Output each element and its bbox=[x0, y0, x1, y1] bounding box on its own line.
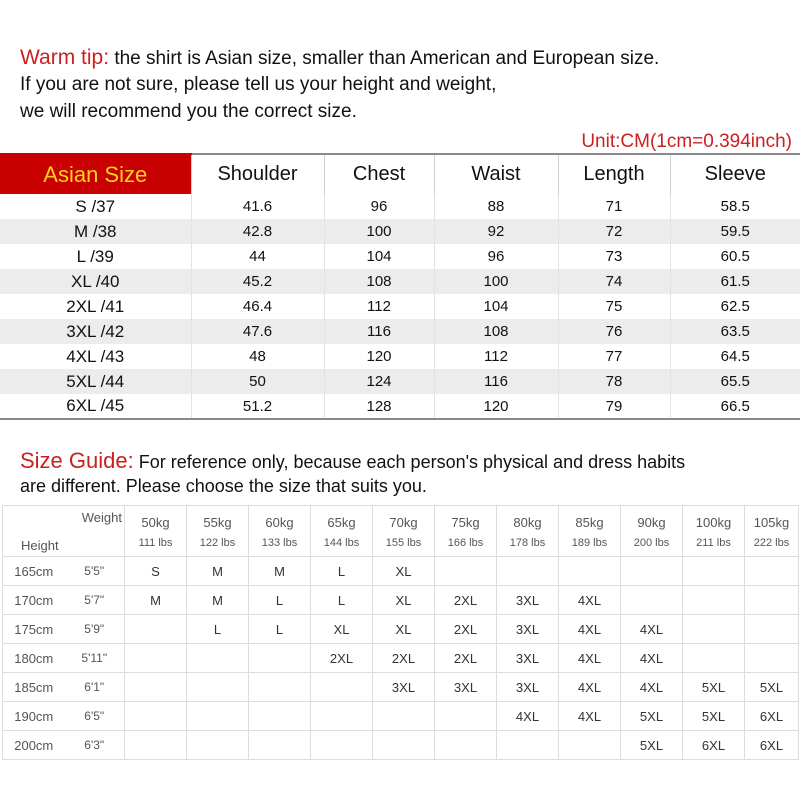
size-cell-length: 72 bbox=[558, 219, 670, 244]
weight-lbs: 222 lbs bbox=[745, 530, 799, 557]
size-cell-shoulder: 41.6 bbox=[191, 194, 324, 219]
weight-kg: 65kg bbox=[311, 506, 373, 530]
height-row bbox=[3, 702, 799, 731]
recommended-size-cell: 4XL bbox=[559, 586, 621, 615]
recommended-size-cell bbox=[745, 615, 799, 644]
size-cell-size: S /37 bbox=[0, 194, 191, 219]
recommended-size-cell bbox=[683, 586, 745, 615]
recommended-size-cell bbox=[745, 557, 799, 586]
recommended-size-cell: 4XL bbox=[559, 673, 621, 702]
recommended-size-cell bbox=[435, 731, 497, 760]
weight-kg: 105kg bbox=[745, 506, 799, 530]
height-ft: 5'7" bbox=[65, 586, 125, 615]
recommended-size-cell: 4XL bbox=[559, 644, 621, 673]
recommended-size-cell: L bbox=[311, 586, 373, 615]
weight-height-corner bbox=[3, 506, 125, 557]
recommended-size-cell: M bbox=[187, 586, 249, 615]
recommended-size-cell: 5XL bbox=[621, 702, 683, 731]
header-waist: Waist bbox=[434, 154, 558, 194]
header-length: Length bbox=[558, 154, 670, 194]
recommended-size-cell: 6XL bbox=[745, 731, 799, 760]
recommended-size-cell bbox=[187, 702, 249, 731]
size-table bbox=[0, 153, 800, 420]
weight-kg: 55kg bbox=[187, 506, 249, 530]
weight-lbs: 155 lbs bbox=[373, 530, 435, 557]
size-row bbox=[0, 319, 800, 344]
recommended-size-cell bbox=[187, 644, 249, 673]
height-cm: 200cm bbox=[3, 731, 65, 760]
size-cell-chest: 96 bbox=[324, 194, 434, 219]
size-cell-length: 75 bbox=[558, 294, 670, 319]
unit-note: Unit:CM(1cm=0.394inch) bbox=[581, 131, 792, 152]
recommended-size-cell bbox=[373, 731, 435, 760]
size-row bbox=[0, 219, 800, 244]
size-cell-shoulder: 51.2 bbox=[191, 394, 324, 419]
header-asian-size: Asian Size bbox=[0, 154, 191, 194]
height-ft: 6'3" bbox=[65, 731, 125, 760]
recommended-size-cell: 3XL bbox=[497, 673, 559, 702]
height-cm: 165cm bbox=[3, 557, 65, 586]
size-cell-chest: 104 bbox=[324, 244, 434, 269]
height-cm: 175cm bbox=[3, 615, 65, 644]
recommended-size-cell bbox=[621, 557, 683, 586]
recommended-size-cell: M bbox=[125, 586, 187, 615]
height-ft: 6'5" bbox=[65, 702, 125, 731]
weight-lbs: 189 lbs bbox=[559, 530, 621, 557]
header-shoulder: Shoulder bbox=[191, 154, 324, 194]
size-row bbox=[0, 194, 800, 219]
size-cell-chest: 108 bbox=[324, 269, 434, 294]
recommended-size-cell bbox=[311, 673, 373, 702]
weight-kg: 90kg bbox=[621, 506, 683, 530]
size-cell-sleeve: 66.5 bbox=[670, 394, 800, 419]
recommended-size-cell bbox=[125, 702, 187, 731]
size-cell-length: 79 bbox=[558, 394, 670, 419]
size-cell-waist: 92 bbox=[434, 219, 558, 244]
size-cell-sleeve: 64.5 bbox=[720, 348, 750, 365]
recommended-size-cell: 4XL bbox=[559, 702, 621, 731]
size-cell-waist: 112 bbox=[434, 344, 558, 369]
size-cell-chest: 124 bbox=[324, 369, 434, 394]
size-cell-shoulder: 47.6 bbox=[191, 319, 324, 344]
weight-kg: 100kg bbox=[683, 506, 745, 530]
recommended-size-cell bbox=[497, 557, 559, 586]
size-guide-line-2: are different. Please choose the size that suits you. bbox=[20, 476, 427, 496]
size-row bbox=[0, 369, 800, 394]
recommended-size-cell: 3XL bbox=[373, 673, 435, 702]
size-cell-shoulder: 42.8 bbox=[191, 219, 324, 244]
recommended-size-cell: M bbox=[187, 557, 249, 586]
recommended-size-cell bbox=[435, 702, 497, 731]
recommended-size-cell: S bbox=[125, 557, 187, 586]
weight-kg: 85kg bbox=[559, 506, 621, 530]
recommended-size-cell: L bbox=[249, 586, 311, 615]
height-label: Height bbox=[21, 538, 59, 553]
recommended-size-cell bbox=[745, 644, 799, 673]
size-cell-length: 76 bbox=[558, 319, 670, 344]
size-row bbox=[0, 294, 800, 319]
recommended-size-cell: XL bbox=[373, 615, 435, 644]
size-cell-chest: 116 bbox=[324, 319, 434, 344]
weight-kg-row bbox=[3, 506, 799, 530]
recommended-size-cell bbox=[249, 673, 311, 702]
header-chest: Chest bbox=[324, 154, 434, 194]
size-cell-length: 73 bbox=[558, 244, 670, 269]
weight-kg: 60kg bbox=[249, 506, 311, 530]
size-row bbox=[0, 269, 800, 294]
size-table-header bbox=[0, 154, 800, 194]
size-row bbox=[0, 344, 800, 369]
weight-kg: 80kg bbox=[497, 506, 559, 530]
recommended-size-cell: XL bbox=[373, 586, 435, 615]
size-cell-shoulder: 46.4 bbox=[191, 294, 324, 319]
warm-tip-label: Warm tip: bbox=[20, 46, 110, 69]
recommended-size-cell: 4XL bbox=[621, 673, 683, 702]
weight-lbs: 166 lbs bbox=[435, 530, 497, 557]
size-guide-text: For reference only, because each person's physical and dress habits bbox=[133, 452, 686, 472]
recommended-size-cell: 4XL bbox=[497, 702, 559, 731]
size-cell-size: 5XL /44 bbox=[0, 369, 191, 394]
size-cell-sleeve: 62.5 bbox=[720, 298, 750, 315]
recommended-size-cell bbox=[125, 644, 187, 673]
recommended-size-cell: 4XL bbox=[621, 644, 683, 673]
recommended-size-cell: 5XL bbox=[745, 673, 799, 702]
recommended-size-cell: M bbox=[249, 557, 311, 586]
recommended-size-cell: 3XL bbox=[497, 644, 559, 673]
size-cell-sleeve: 63.5 bbox=[720, 323, 750, 340]
recommended-size-cell: 2XL bbox=[311, 644, 373, 673]
recommended-size-cell: XL bbox=[311, 615, 373, 644]
size-cell-chest: 128 bbox=[324, 394, 434, 419]
recommended-size-cell bbox=[311, 731, 373, 760]
height-cm: 190cm bbox=[3, 702, 65, 731]
size-cell-size: 6XL /45 bbox=[0, 394, 191, 419]
recommended-size-cell: 2XL bbox=[435, 586, 497, 615]
height-cm: 170cm bbox=[3, 586, 65, 615]
recommended-size-cell bbox=[249, 644, 311, 673]
recommended-size-cell: 6XL bbox=[683, 731, 745, 760]
height-row bbox=[3, 557, 799, 586]
weight-lbs: 178 lbs bbox=[497, 530, 559, 557]
recommended-size-cell bbox=[683, 557, 745, 586]
size-cell-size: M /38 bbox=[0, 219, 191, 244]
recommended-size-cell bbox=[559, 731, 621, 760]
size-guide-table bbox=[2, 505, 799, 760]
recommended-size-cell bbox=[249, 731, 311, 760]
recommended-size-cell bbox=[621, 586, 683, 615]
recommended-size-cell: 3XL bbox=[435, 673, 497, 702]
recommended-size-cell: 3XL bbox=[497, 586, 559, 615]
size-cell-size: 2XL /41 bbox=[0, 294, 191, 319]
recommended-size-cell: 6XL bbox=[745, 702, 799, 731]
recommended-size-cell bbox=[311, 702, 373, 731]
recommended-size-cell: 4XL bbox=[621, 615, 683, 644]
size-row bbox=[0, 394, 800, 419]
size-cell-size: 4XL /43 bbox=[0, 344, 191, 369]
weight-lbs: 144 lbs bbox=[311, 530, 373, 557]
recommended-size-cell bbox=[745, 586, 799, 615]
size-cell-waist: 116 bbox=[434, 369, 558, 394]
height-ft: 5'5" bbox=[65, 557, 125, 586]
recommended-size-cell: 5XL bbox=[683, 702, 745, 731]
header-sleeve: Sleeve bbox=[670, 154, 800, 194]
weight-lbs: 133 lbs bbox=[249, 530, 311, 557]
weight-lbs: 200 lbs bbox=[621, 530, 683, 557]
recommended-size-cell bbox=[125, 731, 187, 760]
recommended-size-cell: 5XL bbox=[683, 673, 745, 702]
warm-tip-line-2: If you are not sure, please tell us your height and weight, bbox=[20, 74, 497, 95]
recommended-size-cell: 2XL bbox=[373, 644, 435, 673]
size-cell-sleeve: 59.5 bbox=[720, 223, 750, 240]
size-cell-shoulder: 45.2 bbox=[191, 269, 324, 294]
warm-tip-text: the shirt is Asian size, smaller than American and European size. bbox=[109, 48, 660, 69]
recommended-size-cell: 2XL bbox=[435, 615, 497, 644]
recommended-size-cell bbox=[683, 615, 745, 644]
recommended-size-cell bbox=[187, 673, 249, 702]
height-cm: 185cm bbox=[3, 673, 65, 702]
size-cell-chest: 100 bbox=[324, 219, 434, 244]
height-ft: 6'1" bbox=[65, 673, 125, 702]
warm-tip-line-3: we will recommend you the correct size. bbox=[20, 101, 357, 122]
size-cell-sleeve: 65.5 bbox=[720, 373, 750, 390]
height-row bbox=[3, 615, 799, 644]
recommended-size-cell: 5XL bbox=[621, 731, 683, 760]
recommended-size-cell bbox=[435, 557, 497, 586]
size-cell-chest: 112 bbox=[324, 294, 434, 319]
size-cell-waist: 88 bbox=[434, 194, 558, 219]
recommended-size-cell bbox=[125, 673, 187, 702]
size-guide-line-1 bbox=[20, 448, 685, 475]
height-ft: 5'11" bbox=[65, 644, 125, 673]
size-cell-shoulder: 50 bbox=[191, 369, 324, 394]
size-cell-length: 78 bbox=[558, 369, 670, 394]
recommended-size-cell bbox=[249, 702, 311, 731]
recommended-size-cell: 4XL bbox=[559, 615, 621, 644]
size-cell-size: XL /40 bbox=[0, 269, 191, 294]
height-ft: 5'9" bbox=[65, 615, 125, 644]
recommended-size-cell: L bbox=[187, 615, 249, 644]
height-cm: 180cm bbox=[3, 644, 65, 673]
warm-tip-line-1 bbox=[20, 45, 659, 72]
size-guide-label: Size Guide: bbox=[20, 448, 134, 473]
size-cell-waist: 120 bbox=[434, 394, 558, 419]
recommended-size-cell bbox=[497, 731, 559, 760]
size-cell-chest: 120 bbox=[324, 344, 434, 369]
size-cell-sleeve: 60.5 bbox=[720, 248, 750, 265]
size-cell-sleeve: 58.5 bbox=[720, 198, 750, 215]
weight-kg: 70kg bbox=[373, 506, 435, 530]
recommended-size-cell: L bbox=[249, 615, 311, 644]
recommended-size-cell: 3XL bbox=[497, 615, 559, 644]
size-cell-length: 74 bbox=[558, 269, 670, 294]
height-row bbox=[3, 644, 799, 673]
recommended-size-cell bbox=[683, 644, 745, 673]
weight-label: Weight bbox=[81, 510, 122, 525]
size-cell-waist: 96 bbox=[434, 244, 558, 269]
weight-kg: 75kg bbox=[435, 506, 497, 530]
size-cell-length: 77 bbox=[558, 344, 670, 369]
recommended-size-cell bbox=[373, 702, 435, 731]
size-cell-waist: 104 bbox=[434, 294, 558, 319]
size-row bbox=[0, 244, 800, 269]
weight-lbs: 111 lbs bbox=[125, 530, 187, 557]
size-cell-waist: 108 bbox=[434, 319, 558, 344]
weight-kg: 50kg bbox=[125, 506, 187, 530]
recommended-size-cell bbox=[559, 557, 621, 586]
recommended-size-cell: L bbox=[311, 557, 373, 586]
recommended-size-cell: 2XL bbox=[435, 644, 497, 673]
weight-lbs: 122 lbs bbox=[187, 530, 249, 557]
size-cell-length: 71 bbox=[558, 194, 670, 219]
height-row bbox=[3, 586, 799, 615]
size-cell-size: L /39 bbox=[0, 244, 191, 269]
size-cell-shoulder: 44 bbox=[191, 244, 324, 269]
recommended-size-cell bbox=[125, 615, 187, 644]
size-cell-shoulder: 48 bbox=[191, 344, 324, 369]
recommended-size-cell bbox=[187, 731, 249, 760]
height-row bbox=[3, 673, 799, 702]
height-row bbox=[3, 731, 799, 760]
recommended-size-cell: XL bbox=[373, 557, 435, 586]
size-cell-size: 3XL /42 bbox=[0, 319, 191, 344]
weight-lbs: 211 lbs bbox=[683, 530, 745, 557]
size-cell-sleeve: 61.5 bbox=[720, 273, 750, 290]
size-cell-waist: 100 bbox=[434, 269, 558, 294]
